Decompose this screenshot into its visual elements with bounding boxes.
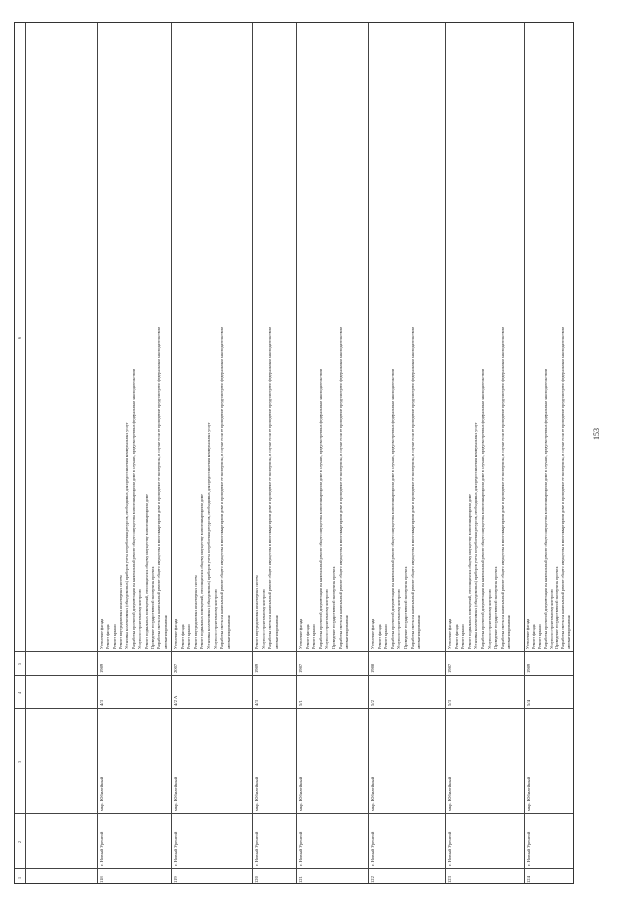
row-cell-street: мкр. Юбилейный bbox=[526, 776, 531, 811]
work-item: Утепление фасада bbox=[174, 618, 178, 649]
work-item: Утепление фасада bbox=[299, 618, 303, 649]
work-item: Разработка проектной документации на капитальный ремонт общего имущества в многоквартирном доме в случаях, предусмотренных федеральным законодательством bbox=[131, 368, 136, 649]
work-item: Утепление фасада bbox=[100, 618, 104, 649]
work-item: автоматизированная bbox=[163, 615, 168, 649]
work-item: Установка коллективных (общедомовых) приборов учета потребления ресурсов, необходимых для предоставления коммунальных услуг bbox=[125, 422, 130, 649]
work-item: Разработка сметы на капитальный ремонт общего имущества в многоквартирном доме и проведение ее экспертизы, в случае если ее проведение предусмотрено федеральным законодательством bbox=[268, 327, 273, 649]
row-cell-street: мкр. Юбилейный bbox=[298, 776, 303, 811]
row-works-list bbox=[526, 327, 573, 649]
row-divider bbox=[445, 23, 446, 883]
work-item: Ремонт крыши bbox=[384, 624, 389, 649]
work-item: Услуги по строительному контролю bbox=[397, 589, 402, 649]
column-header-4: 4 bbox=[17, 691, 22, 694]
column-divider bbox=[15, 708, 573, 709]
row-cell-city: г. Новый Уренгой bbox=[526, 831, 531, 866]
row-cell-house: 5/3 bbox=[447, 700, 452, 706]
work-item: Услуги по строительному контролю bbox=[325, 589, 330, 649]
work-item: автоматизированная bbox=[226, 615, 231, 649]
row-cell-house: 5/4 bbox=[526, 700, 531, 706]
row-cell-city: г. Новый Уренгой bbox=[370, 831, 375, 866]
work-item: Разработка сметы на капитальный ремонт общего имущества в многоквартирном доме и проведение ее экспертизы, в случае если ее проведение предусмотрено федеральным законодательством bbox=[500, 327, 505, 649]
row-cell-num: 124 bbox=[526, 876, 531, 883]
work-item: автоматизированная bbox=[507, 615, 512, 649]
work-item: Разработка сметы на капитальный ремонт общего имущества в многоквартирном доме и проведение ее экспертизы, в случае если ее проведение предусмотрено федеральным законодательством bbox=[157, 327, 162, 649]
row-cell-house: 4/3 bbox=[254, 700, 259, 706]
column-header-1: 1 bbox=[17, 876, 22, 879]
work-item: Проведение государственной экспертизы проекта bbox=[555, 566, 560, 649]
work-item: Разработка проектной документации на капитальный ремонт общего имущества в многоквартирном доме в случаях, предусмотренных федеральным законодательством bbox=[390, 368, 395, 649]
row-cell-house: 4/3 bbox=[99, 700, 104, 706]
row-cell-house: 5/2 bbox=[370, 700, 375, 706]
row-cell-street: мкр. Юбилейный bbox=[254, 776, 259, 811]
row-divider bbox=[296, 23, 297, 883]
work-item: автоматизированная bbox=[345, 615, 350, 649]
row-cell-year: 1987 bbox=[447, 663, 452, 673]
work-item: автоматизированная bbox=[274, 615, 279, 649]
column-header-5: 5 bbox=[17, 663, 22, 665]
work-item: Услуги по строительному контролю bbox=[213, 589, 218, 649]
row-cell-city: г. Новый Уренгой bbox=[298, 831, 303, 866]
work-item: Услуги по строительному контролю bbox=[261, 589, 266, 649]
work-item: Проведение государственной экспертизы проекта bbox=[403, 566, 408, 649]
row-divider bbox=[368, 23, 369, 883]
work-item: Разработка проектной документации на капитальный ремонт общего имущества в многоквартирном доме в случаях, предусмотренных федеральным законодательством bbox=[543, 368, 548, 649]
row-cell-city: г. Новый Уренгой bbox=[173, 831, 178, 866]
work-item: Ремонт подвальных помещений, относящихся к общему имуществу в многоквартирном доме bbox=[144, 494, 149, 649]
work-item: Ремонт фасада bbox=[305, 624, 310, 649]
row-cell-year: 1989 bbox=[99, 663, 104, 673]
row-cell-street: мкр. Юбилейный bbox=[173, 776, 178, 811]
work-item: Установка коллективных (общедомовых) приборов учета потребления ресурсов, необходимых для предоставления коммунальных услуг bbox=[474, 422, 479, 649]
row-cell-num: 123 bbox=[447, 876, 452, 883]
work-item: Ремонт фасада bbox=[454, 624, 459, 649]
column-divider bbox=[15, 813, 573, 814]
work-item: Проведение государственной экспертизы проекта bbox=[331, 566, 336, 649]
work-item: Ремонт крыши bbox=[187, 624, 192, 649]
work-item: Ремонт фасада bbox=[106, 624, 111, 649]
row-cell-house: 4/2 А bbox=[173, 695, 178, 706]
row-cell-house: 5/1 bbox=[298, 700, 303, 706]
row-cell-street: мкр. Юбилейный bbox=[447, 776, 452, 811]
row-cell-year: 1988 bbox=[370, 663, 375, 673]
work-item: Ремонт внутридомовых инженерных систем bbox=[255, 575, 259, 649]
row-works-list bbox=[254, 327, 280, 649]
header-divider bbox=[25, 23, 26, 883]
column-divider bbox=[15, 675, 573, 676]
row-cell-num: 118 bbox=[99, 876, 104, 883]
work-item: Ремонт подвальных помещений, относящихся к общему имуществу в многоквартирном доме bbox=[467, 494, 472, 649]
work-item: Утепление фасада bbox=[526, 618, 530, 649]
row-divider bbox=[97, 23, 98, 883]
work-item: Услуги по строительному контролю bbox=[138, 589, 143, 649]
work-item: Проведение государственной экспертизы проекта bbox=[150, 566, 155, 649]
column-header-2: 2 bbox=[17, 840, 22, 843]
column-header-3: 3 bbox=[17, 760, 22, 763]
work-item: Разработка сметы на капитальный ремонт общего имущества в многоквартирном доме и проведение ее экспертизы, в случае если ее проведение предусмотрено федеральным законодательством bbox=[338, 327, 343, 649]
row-cell-street: мкр. Юбилейный bbox=[99, 776, 104, 811]
row-divider bbox=[252, 23, 253, 883]
work-item: Услуги по строительному контролю bbox=[487, 589, 492, 649]
work-item: Ремонт внутридомовых инженерных систем bbox=[119, 575, 124, 649]
work-item: Ремонт фасада bbox=[377, 624, 382, 649]
row-cell-city: г. Новый Уренгой bbox=[254, 831, 259, 866]
work-item: Ремонт крыши bbox=[537, 624, 542, 649]
work-item: Разработка сметы на капитальный ремонт общего имущества в многоквартирном доме и проведение ее экспертизы, в случае если ее проведение предусмотрено федеральным законодательством bbox=[561, 327, 566, 649]
row-cell-year: 1987 bbox=[298, 663, 303, 673]
work-item: Разработка проектной документации на капитальный ремонт общего имущества в многоквартирном доме в случаях, предусмотренных федеральным законодательством bbox=[480, 368, 485, 649]
work-item: автоматизированная bbox=[417, 615, 422, 649]
column-header-6: 6 bbox=[17, 337, 22, 339]
work-item: Утепление фасада bbox=[448, 618, 452, 649]
work-item: Ремонт крыши bbox=[312, 624, 317, 649]
row-cell-city: г. Новый Уренгой bbox=[99, 831, 104, 866]
work-item: Ремонт крыши bbox=[461, 624, 466, 649]
work-item: автоматизированная bbox=[567, 615, 572, 649]
row-cell-year: 1989 bbox=[254, 663, 259, 673]
page-number: 153 bbox=[592, 428, 601, 440]
work-item: Утепление фасада bbox=[371, 618, 375, 649]
work-item: Ремонт фасада bbox=[531, 624, 536, 649]
row-cell-num: 121 bbox=[298, 876, 303, 883]
row-cell-num: 119 bbox=[173, 876, 178, 883]
repair-schedule-table bbox=[14, 22, 574, 884]
work-item: Разработка сметы на капитальный ремонт общего имущества в многоквартирном доме и проведение ее экспертизы, в случае если ее проведение предусмотрено федеральным законодательством bbox=[220, 327, 225, 649]
row-cell-street: мкр. Юбилейный bbox=[370, 776, 375, 811]
row-cell-num: 122 bbox=[370, 876, 375, 883]
row-works-list bbox=[99, 327, 169, 649]
row-cell-year: 2007 bbox=[173, 663, 178, 673]
row-works-list bbox=[370, 327, 423, 649]
row-divider bbox=[524, 23, 525, 883]
work-item: Ремонт фасада bbox=[180, 624, 185, 649]
work-item: Разработка сметы на капитальный ремонт общего имущества в многоквартирном доме и проведение ее экспертизы, в случае если ее проведение предусмотрено федеральным законодательством bbox=[410, 327, 415, 649]
work-item: Разработка проектной документации на капитальный ремонт общего имущества в многоквартирном доме в случаях, предусмотренных федеральным законодательством bbox=[318, 368, 323, 649]
row-cell-year: 1989 bbox=[526, 663, 531, 673]
work-item: Проведение государственной экспертизы проекта bbox=[494, 566, 499, 649]
row-divider bbox=[171, 23, 172, 883]
row-works-list bbox=[298, 327, 351, 649]
row-cell-city: г. Новый Уренгой bbox=[447, 831, 452, 866]
row-cell-num: 120 bbox=[254, 876, 259, 883]
work-item: Установка коллективных (общедомовых) приборов учета потребления ресурсов, необходимых для предоставления коммунальных услуг bbox=[206, 422, 211, 649]
row-works-list bbox=[447, 327, 513, 649]
work-item: Ремонт крыши bbox=[112, 624, 117, 649]
work-item: Ремонт подвальных помещений, относящихся к общему имуществу в многоквартирном доме bbox=[200, 494, 205, 649]
work-item: Ремонт внутридомовых инженерных систем bbox=[193, 575, 198, 649]
work-item: Услуги по строительному контролю bbox=[549, 589, 554, 649]
column-divider bbox=[15, 651, 573, 652]
column-divider bbox=[15, 868, 573, 869]
row-works-list bbox=[173, 327, 232, 649]
